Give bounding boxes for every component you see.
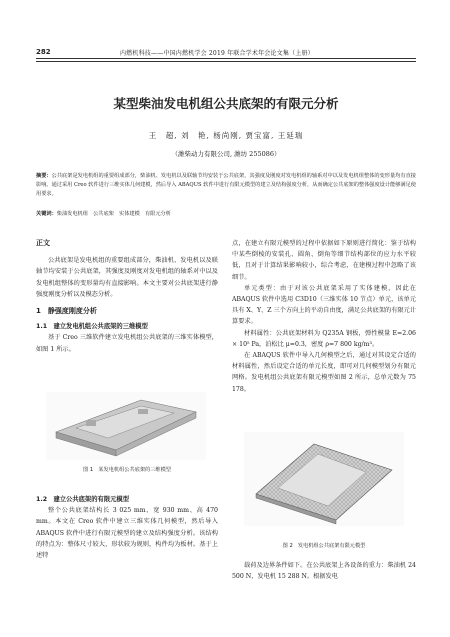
affiliation: （潍柴动力有限公司, 潍坊 255086）: [171, 150, 281, 158]
running-header: 内燃机科技——中国内燃机学会 2019 年联合学术年会论文集（上册）: [120, 50, 314, 57]
author-list: 王 超, 刘 艳, 杨尚刚, 贾宝富, 王延瑞: [148, 131, 304, 140]
paragraph-1-1: 基于 Creo 三维软件建立发电机组公共底架的三维实体模型，如图 1 所示。: [36, 334, 218, 353]
paragraph-element-type: 单元类型：由于对该公共底架采用了实体建模，因此在 ABAQUS 软件中选用 C3D10（三维实体 10 节点）单元，该单元具有 X、Y、Z 三个方向上的平动自由度，满足公共底架的有限元计算要求。: [232, 284, 416, 326]
figure-1-base-frame-model: [46, 392, 206, 460]
paper-title: 某型柴油发电机组公共底架的有限元分析: [113, 96, 339, 111]
figure-1-caption: 图 1 某发电机组公共底架的三维模型: [83, 467, 171, 473]
right-column-lower: [232, 560, 416, 582]
abstract: [36, 172, 416, 199]
intro-paragraph: 公共底架是发电机组的重要组成部分，柴油机、发电机以及联轴节均安装于公共底架，其强度及刚度对发电机组的轴系对中以及发电机组整体的变形量均有直接影响。本文主要对公共底架进行静强度刚度分析以及模态分析。: [36, 257, 218, 298]
section-1-heading: 1 静强度刚度分析: [36, 307, 97, 316]
left-column-lower: [36, 494, 218, 561]
paragraph-1-2: 整个公共底架结构长 3 025 mm、宽 930 mm、高 470 mm。本文在 Creo 软件中建立三维实体几何模型，然后导入 ABAQUS 软件中进行有限元模型的建立及结构强度分析。该结构的特点为：整体尺寸较大，形状较为规则，构件均为板材。基于上述特: [36, 507, 218, 560]
abstract-text: 公共底架是发电机组的重要组成部分，柴油机、发电机以及联轴节均安装于公共底架，其强度及刚度对发电机组的轴系对中以及发电机组整体的变形量均有直接影响。通过采用 Creo 软件进行三维实体几何建模，然后导入 ABAQUS 软件中进行有限元模型的建立及结构强度分析，从而确定公共底架的整体强度设计能够满足使用要求。: [36, 173, 416, 197]
header-rule-thin: [36, 61, 416, 62]
subsection-1-1-heading: 1.1 建立发电机组公共底架的三维模型: [36, 323, 148, 331]
keywords-label: 关键词：: [36, 211, 57, 217]
paragraph-simplification: 点，在建立有限元模型的过程中依据如下原则进行简化：鉴于结构中某些倒棱的安装孔、圆角、倒角等细节结构部位的应力水平较低，且对于计算结果影响较小，综合考虑，在建模过程中忽略了该细节。: [232, 240, 416, 281]
paragraph-mesh: 在 ABAQUS 软件中导入几何模型之后，通过对其设定合适的材料属性，然后设定合适的单元长度，即可对几何模型划分有限元网格。发电机组公共底架有限元模型如图 2 所示，总单元数为 75 178。: [232, 352, 416, 393]
right-column: [232, 238, 416, 395]
figure-2-fe-mesh-model: [244, 432, 404, 526]
paragraph-loads: 载荷及边界条件如下。在公共底架上各设备的重力：柴油机 24 500 N，发电机 15 288 N。根据发电: [232, 562, 416, 581]
subsection-1-2-heading: 1.2 建立公共底架的有限元模型: [36, 496, 130, 503]
section-intro-heading: 正文: [36, 239, 50, 247]
header-rule: [36, 58, 416, 59]
paragraph-material: 材料属性：公共底架材料为 Q235A 钢板，弹性模量 E=2.06 × 10⁵ Pa，泊松比 μ=0.3，密度 ρ=7 800 kg/m³。: [232, 329, 416, 348]
keywords: [36, 210, 416, 219]
keywords-text: 柴油发电机组 公共底架 实体建模 有限元分析: [56, 211, 171, 217]
figure-2-caption: 图 2 发电机组公共底架有限元模型: [282, 543, 366, 549]
left-column: [36, 238, 218, 355]
abstract-label: 摘要：: [36, 173, 52, 179]
page-number: 282: [36, 48, 51, 56]
